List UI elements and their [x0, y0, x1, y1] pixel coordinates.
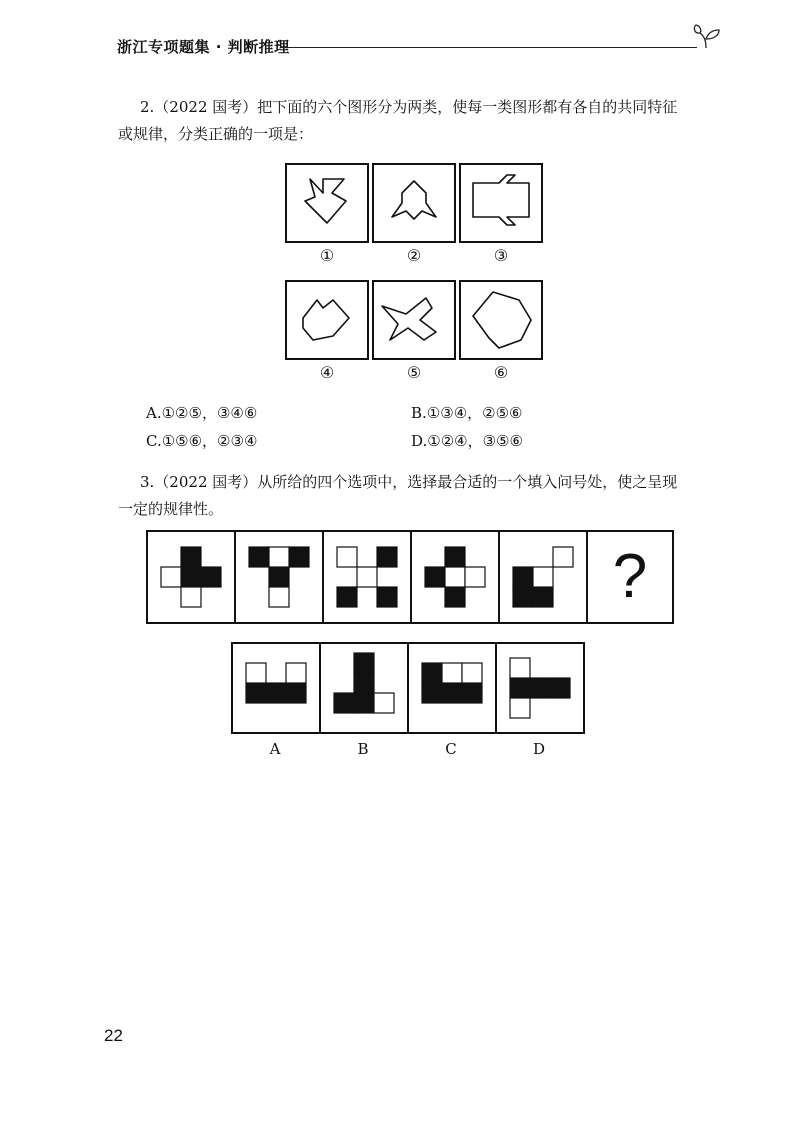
q3-option-d-label: D [532, 740, 546, 758]
q3-grid-figure-3 [324, 532, 410, 622]
q2-option-d-text: ①②④，③⑤⑥ [427, 432, 523, 450]
q2-figure-5-label: ⑤ [406, 363, 422, 382]
q2-option-a-label: A. [146, 404, 162, 422]
q3-option-a-grid [233, 644, 319, 732]
q3-option-b-grid [321, 644, 407, 732]
q2-figure-4-label: ④ [319, 363, 335, 382]
q2-option-b[interactable] [411, 402, 522, 423]
q3-option-c-label: C [445, 740, 457, 758]
header-rule [280, 47, 697, 48]
q2-option-d-label: D. [411, 432, 428, 450]
q3-sequence-strip [146, 530, 674, 624]
question-2-stem-line1: 2.（2022 国考）把下面的六个图形分为两类，使每一类图形都有各自的共同特征 [140, 98, 678, 116]
q3-grid-figure-1 [148, 532, 234, 622]
q3-sequence-cell-2 [236, 532, 324, 622]
q2-option-b-label: B. [411, 404, 427, 422]
q3-option-d-figure[interactable] [497, 644, 583, 732]
q2-option-d[interactable] [411, 430, 523, 451]
q3-sequence-cell-6 [588, 532, 672, 622]
q2-shape-4 [287, 282, 367, 358]
q3-option-c-grid [409, 644, 495, 732]
q3-grid-figure-4 [412, 532, 498, 622]
page-number: 22 [104, 1026, 123, 1045]
q3-grid-figure-2 [236, 532, 322, 622]
q2-figure-2 [372, 163, 456, 243]
q2-figure-1 [285, 163, 369, 243]
q3-sequence-cell-3 [324, 532, 412, 622]
q2-figure-2-label: ② [406, 246, 422, 265]
q2-option-c[interactable] [146, 430, 257, 451]
q3-sequence-cell-5 [500, 532, 588, 622]
q3-option-b-label: B [357, 740, 369, 758]
q2-shape-6 [461, 282, 541, 358]
q3-option-a-label: A [269, 740, 281, 758]
q3-option-a-figure[interactable] [233, 644, 321, 732]
q2-shape-3 [461, 165, 541, 241]
q2-figure-4 [285, 280, 369, 360]
q2-figure-5 [372, 280, 456, 360]
sprout-icon [692, 22, 722, 50]
question-2-stem-line2: 或规律，分类正确的一项是： [118, 125, 314, 143]
q2-figure-6 [459, 280, 543, 360]
q2-figure-3-label: ③ [493, 246, 509, 265]
q3-option-b-figure[interactable] [321, 644, 409, 732]
q2-figure-6-label: ⑥ [493, 363, 509, 382]
q3-options-strip [231, 642, 585, 734]
q3-grid-figure-5 [500, 532, 586, 622]
q2-option-b-text: ①③④，②⑤⑥ [426, 404, 523, 422]
question-3-stem-line2: 一定的规律性。 [118, 500, 224, 518]
q2-figure-1-label: ① [319, 246, 335, 265]
q3-sequence-cell-4 [412, 532, 500, 622]
q3-sequence-cell-1 [148, 532, 236, 622]
q3-option-c-figure[interactable] [409, 644, 497, 732]
q2-shape-5 [374, 282, 454, 358]
question-mark: ? [612, 542, 648, 611]
q2-option-a-text: ①②⑤，③④⑥ [161, 404, 258, 422]
running-header-title: 浙江专项题集 · 判断推理 [117, 38, 290, 56]
q2-option-c-label: C. [146, 432, 162, 450]
q2-option-c-text: ①⑤⑥，②③④ [161, 432, 258, 450]
q3-option-d-grid [497, 644, 583, 732]
q2-figure-3 [459, 163, 543, 243]
q2-option-a[interactable] [146, 402, 257, 423]
question-3-stem-line1: 3.（2022 国考）从所给的四个选项中，选择最合适的一个填入问号处，使之呈现 [140, 473, 678, 491]
q2-shape-2 [374, 165, 454, 241]
q2-shape-1 [287, 165, 367, 241]
